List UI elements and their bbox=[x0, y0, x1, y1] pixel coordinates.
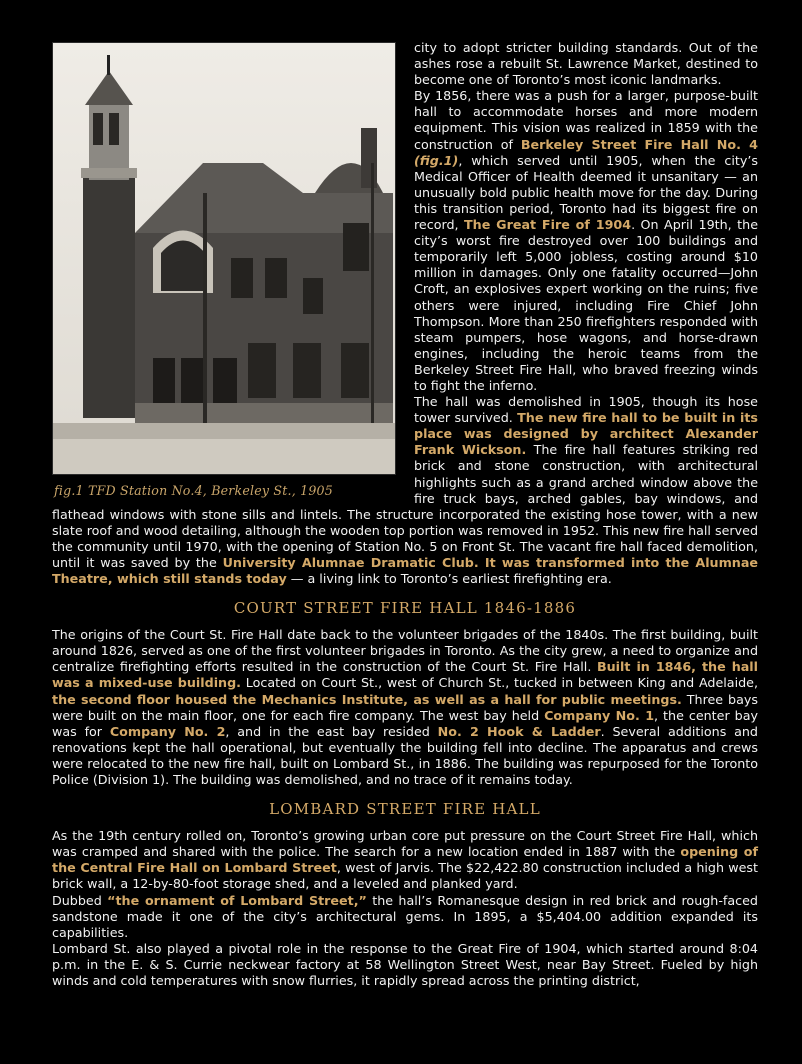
lombard-paragraph-2: Dubbed “the ornament of Lombard Street,” the hall’s Romanesque design in red brick and rough-faced sandstone made it one of the city’s architectural gems. In 1895, a $5,404.00 addition expanded its capabilities. bbox=[52, 892, 758, 940]
highlight-great-fire: The Great Fire of 1904 bbox=[464, 217, 632, 233]
figure-1 bbox=[52, 40, 394, 499]
intro-paragraph-3: The hall was demolished in 1905, though its hose tower survived. The new fire hall to be built in its place was designed by architect Alexander Frank Wickson. The fire hall features striking red brick and stone construction, with architectural highlights such as a grand arched window above the fire truck bays, arched gables, bay windows, and flathead windows with stone sills and lintels. The structure incorporated the existing hose tower, with a new slate roof and wood detailing, although the wooden top portion was removed in 1952. This new fire hall served the community until 1970, with the opening of Station No. 5 on Front St. The vacant fire hall faced demolition, until it was saved by the University Alumnae Dramatic Club. It was transformed into the Alumnae Theatre, which still stands today — a living link to Toronto’s earliest firefighting era. bbox=[52, 394, 759, 587]
lombard-paragraph-1: As the 19th century rolled on, Toronto’s growing urban core put pressure on the Court Street Fire Hall, which was cramped and shared with the police. The search for a new location ended in 1887 with the opening of the Central Fire Hall on Lombard Street, west of Jarvis. The $22,422.80 construction included a high west brick wall, a 12-by-80-foot storage shed, and a leveled and planked yard. bbox=[52, 828, 758, 892]
highlight-alumnae: University Alumnae Dramatic Club. It was transformed into the Alumnae Theatre, which still stands today bbox=[52, 555, 759, 587]
article-page bbox=[52, 40, 758, 989]
fire-hall-photo-illustration bbox=[53, 43, 395, 474]
highlight-wickson: The new fire hall to be built in its place was designed by architect Alexander Frank Wickson. bbox=[414, 410, 758, 458]
court-street-paragraph: The origins of the Court St. Fire Hall date back to the volunteer brigades of the 1840s. The first building, built around 1826, served as one of the first volunteer brigades in Toronto. As the city grew, a need to organize and centralize firefighting efforts resulted in the construction of the Court St. Fire Hall. Built in 1846, the hall was a mixed-use building. Located on Court St., west of Church St., tucked in between King and Adelaide, the second floor housed the Mechanics Institute, as well as a hall for public meetings. Three bays were built on the main floor, one for each fire company. The west bay held Company No. 1, the center bay was for Company No. 2, and in the east bay resided No. 2 Hook & Ladder. Several additions and renovations kept the hall operational, but eventually the building fell into decline. The apparatus and crews were relocated to the new fire hall, built on Lombard St., in 1886. The building was repurposed for the Toronto Police (Division 1). The building was demolished, and no trace of it remains today. bbox=[52, 627, 758, 788]
highlight-berkeley: Berkeley Street Fire Hall No. 4 bbox=[520, 136, 758, 152]
figure-reference: (fig.1) bbox=[414, 152, 459, 168]
intro-paragraph-1: city to adopt stricter building standards. Out of the ashes rose a rebuilt St. Lawrence Market, destined to become one of Toronto’s most iconic landmarks. bbox=[414, 40, 758, 88]
fire-hall-photo bbox=[52, 42, 396, 475]
lombard-street-heading: LOMBARD STREET FIRE HALL bbox=[269, 800, 541, 819]
lombard-paragraph-3: Lombard St. also played a pivotal role in the response to the Great Fire of 1904, which started around 8:04 p.m. in the E. & S. Currie neckwear factory at 58 Wellington Street West, near Bay Street. Fueled by high winds and cold temperatures with snow flurries, it rapidly spread across the printing district, bbox=[52, 940, 758, 988]
intro-paragraph-2: By 1856, there was a push for a larger, purpose-built hall to accommodate horses and more modern equipment. This vision was realized in 1859 with the construction of Berkeley Street Fire Hall No. 4 (fig.1), which served until 1905, when the city’s Medical Officer of Health deemed it unsanitary — an unusually bold public health move for the day. During this transition period, Toronto had its biggest fire on record, The Great Fire of 1904. On April 19th, the city’s worst fire destroyed over 100 buildings and temporarily left 5,000 jobless, costing around $10 million in damages. Only one fatality occurred—John Croft, an explosives expert working on the ruins; five others were injured, including Fire Chief John Thompson. More than 250 firefighters responded with steam pumpers, hose wagons, and horse-drawn engines, including the heroic teams from the Berkeley Street Fire Hall, who braved freezing winds to fight the inferno. bbox=[414, 88, 758, 393]
figure-caption: fig.1 TFD Station No.4, Berkeley St., 1905 bbox=[54, 483, 333, 498]
court-street-heading: COURT STREET FIRE HALL 1846-1886 bbox=[233, 599, 577, 618]
